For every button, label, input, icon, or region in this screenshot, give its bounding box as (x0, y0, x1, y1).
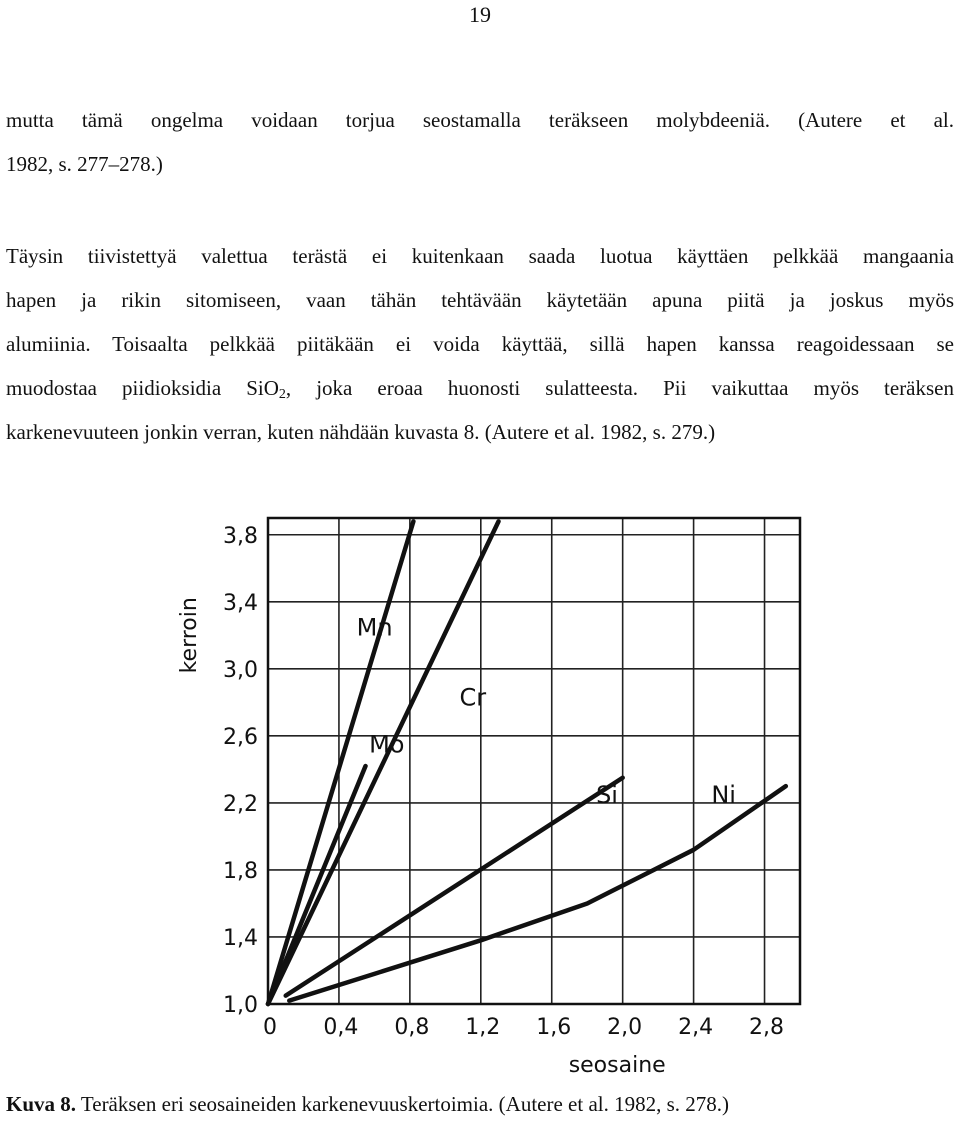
paragraph-line-with-formula (6, 366, 954, 410)
paragraph-line: karkenevuuteen jonkin verran, kuten nähdään kuvasta 8. (Autere et al. 1982, s. 279.) (6, 420, 716, 444)
x-tick-label: 0 (263, 1015, 277, 1040)
series-label-ni: Ni (711, 780, 736, 809)
paragraph-line: alumiinia. Toisaalta pelkkää piitäkään ei voida käyttää, sillä hapen kanssa reagoidessaan se (6, 332, 954, 356)
series-line-ni (289, 786, 786, 1001)
y-tick-label: 3,8 (223, 523, 258, 549)
y-tick-label: 2,6 (223, 724, 258, 750)
x-tick-label: 1,2 (465, 1015, 501, 1040)
caption-label: Kuva 8. (6, 1092, 77, 1116)
caption-text: Teräksen eri seosaineiden karkenevuuskertoimia. (Autere et al. 1982, s. 278.) (76, 1092, 730, 1116)
series-line-si (286, 778, 623, 996)
plot-frame (268, 518, 800, 1004)
figure-caption (6, 1092, 729, 1117)
paragraph-line: Täysin tiivistettyä valettua terästä ei kuitenkaan saada luotua käyttäen pelkkää mangaania (6, 244, 954, 268)
y-tick-label: 1,4 (223, 925, 258, 951)
page-number: 19 (469, 2, 491, 27)
y-axis-label: kerroin (177, 597, 202, 674)
paragraph-line: hapen ja rikin sitomiseen, vaan tähän tehtävään käytetään apuna piitä ja joskus myös (6, 288, 954, 312)
formula-text: muodostaa piidioksidia SiO (6, 376, 279, 400)
series-label-mo: Mo (369, 730, 405, 759)
x-tick-label: 2,4 (678, 1015, 714, 1040)
x-tick-label: 0,8 (394, 1015, 430, 1040)
series-label-cr: Cr (459, 683, 487, 712)
x-tick-label: 2,0 (607, 1015, 643, 1040)
x-tick-label: 2,8 (749, 1015, 785, 1040)
figure-hardenability-chart (160, 508, 810, 1093)
paragraph-2 (6, 234, 954, 454)
y-tick-label: 1,0 (223, 993, 258, 1018)
series-line-mn (268, 521, 413, 1004)
subscript: 2 (278, 387, 286, 402)
chart-svg (160, 508, 810, 1093)
x-tick-label: 0,4 (323, 1015, 359, 1040)
x-tick-label: 1,6 (536, 1015, 572, 1040)
series-label-si: Si (596, 780, 618, 809)
paragraph-line: 1982, s. 277–278.) (6, 152, 163, 176)
series-line-mo (268, 766, 366, 1004)
y-tick-label: 3,0 (223, 657, 258, 683)
y-tick-label: 1,8 (223, 858, 258, 884)
paragraph-1 (6, 98, 954, 186)
paragraph-text: , joka eroaa huonosti sulatteesta. Pii vaikuttaa myös teräksen (285, 376, 954, 400)
series-label-mn: Mn (356, 613, 393, 642)
y-tick-label: 2,2 (223, 791, 258, 817)
x-axis-label: seosaine (568, 1053, 666, 1078)
paragraph-line: mutta tämä ongelma voidaan torjua seostamalla teräkseen molybdeeniä. (Autere et al. (6, 108, 954, 132)
y-tick-label: 3,4 (223, 590, 258, 616)
